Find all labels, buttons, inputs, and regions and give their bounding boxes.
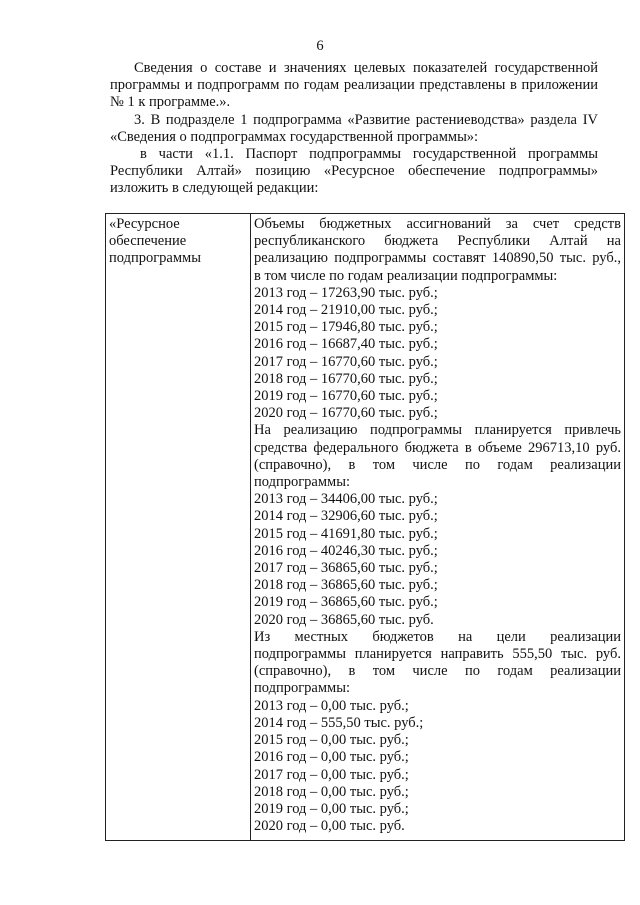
federal-year-line: 2019 год – 36865,60 тыс. руб.;: [254, 594, 438, 611]
regional-year-line: 2016 год – 16687,40 тыс. руб.;: [254, 336, 438, 353]
text-line: средства федерального бюджета в объеме 296713,10 руб.: [254, 439, 621, 456]
federal-budget-text: [254, 422, 621, 491]
regional-year-line: 2017 год – 16770,60 тыс. руб.;: [254, 353, 438, 370]
table-row: [106, 214, 625, 841]
page-number: 6: [316, 38, 324, 54]
regional-year-line: 2013 год – 17263,90 тыс. руб.;: [254, 284, 438, 301]
text-line: республиканского бюджета Республики Алтай на: [254, 233, 621, 250]
federal-year-line: 2016 год – 40246,30 тыс. руб.;: [254, 542, 438, 559]
local-year-line: 2014 год – 555,50 тыс. руб.;: [254, 714, 424, 731]
local-year-line: 2013 год – 0,00 тыс. руб.;: [254, 697, 409, 714]
text-line: реализацию подпрограммы составят 140890,50 тыс. руб.,: [254, 250, 621, 267]
intro-text: [110, 60, 598, 198]
local-year-line: 2020 год – 0,00 тыс. руб.: [254, 818, 405, 835]
regional-year-line: 2014 год – 21910,00 тыс. руб.;: [254, 302, 438, 319]
federal-year-line: 2015 год – 41691,80 тыс. руб.;: [254, 525, 438, 542]
local-year-line: 2018 год – 0,00 тыс. руб.;: [254, 783, 409, 800]
text-line: подпрограммы:: [254, 474, 350, 491]
local-year-line: 2019 год – 0,00 тыс. руб.;: [254, 800, 409, 817]
text-line: (справочно), в том числе по годам реализации: [254, 663, 621, 680]
position-name-cell: [106, 214, 251, 841]
text-line: подпрограммы планируется направить 555,50 тыс. руб.: [254, 646, 621, 663]
regional-year-line: 2019 год – 16770,60 тыс. руб.;: [254, 388, 438, 405]
resource-table: [105, 213, 625, 841]
federal-year-line: 2017 год – 36865,60 тыс. руб.;: [254, 560, 438, 577]
text-line: подпрограммы:: [254, 680, 350, 697]
intro-paragraph-2: 3. В подразделе 1 подпрограмма «Развитие растениеводства» раздела IV «Сведения о подпрограммах государственной программы»:: [110, 111, 598, 145]
federal-year-line: 2013 год – 34406,00 тыс. руб.;: [254, 491, 438, 508]
regional-year-line: 2018 год – 16770,60 тыс. руб.;: [254, 370, 438, 387]
local-year-line: 2015 год – 0,00 тыс. руб.;: [254, 732, 409, 749]
funding-details-cell: [251, 214, 625, 841]
intro-paragraph-3: в части «1.1. Паспорт подпрограммы государственной программы Республики Алтай» позицию «Ресурсное обеспечение подпрограммы» изложить в следующей редакции:: [110, 146, 598, 197]
text-line: На реализацию подпрограммы планируется привлечь: [254, 422, 621, 439]
federal-year-line: 2020 год – 36865,60 тыс. руб.: [254, 611, 434, 628]
local-budget-text: [254, 629, 621, 698]
local-year-line: 2016 год – 0,00 тыс. руб.;: [254, 749, 409, 766]
regional-year-line: 2020 год – 16770,60 тыс. руб.;: [254, 405, 438, 422]
federal-year-line: 2018 год – 36865,60 тыс. руб.;: [254, 577, 438, 594]
position-name-line: обеспечение: [109, 233, 187, 250]
text-line: (справочно), в том числе по годам реализации: [254, 456, 621, 473]
position-name-line: «Ресурсное: [109, 216, 180, 232]
intro-paragraph-1: Сведения о составе и значениях целевых показателей государственной программы и подпрограмм по годам реализации представлены в приложении № 1 к программе.».: [110, 60, 598, 111]
regional-budget-text: [254, 216, 621, 285]
text-line: Объемы бюджетных ассигнований за счет средств: [254, 216, 621, 232]
local-year-line: 2017 год – 0,00 тыс. руб.;: [254, 766, 409, 783]
text-line: в том числе по годам реализации подпрограммы:: [254, 267, 558, 284]
federal-year-line: 2014 год – 32906,60 тыс. руб.;: [254, 508, 438, 525]
text-line: Из местных бюджетов на цели реализации: [254, 628, 621, 645]
regional-year-line: 2015 год – 17946,80 тыс. руб.;: [254, 319, 438, 336]
position-name-line: подпрограммы: [109, 250, 201, 267]
